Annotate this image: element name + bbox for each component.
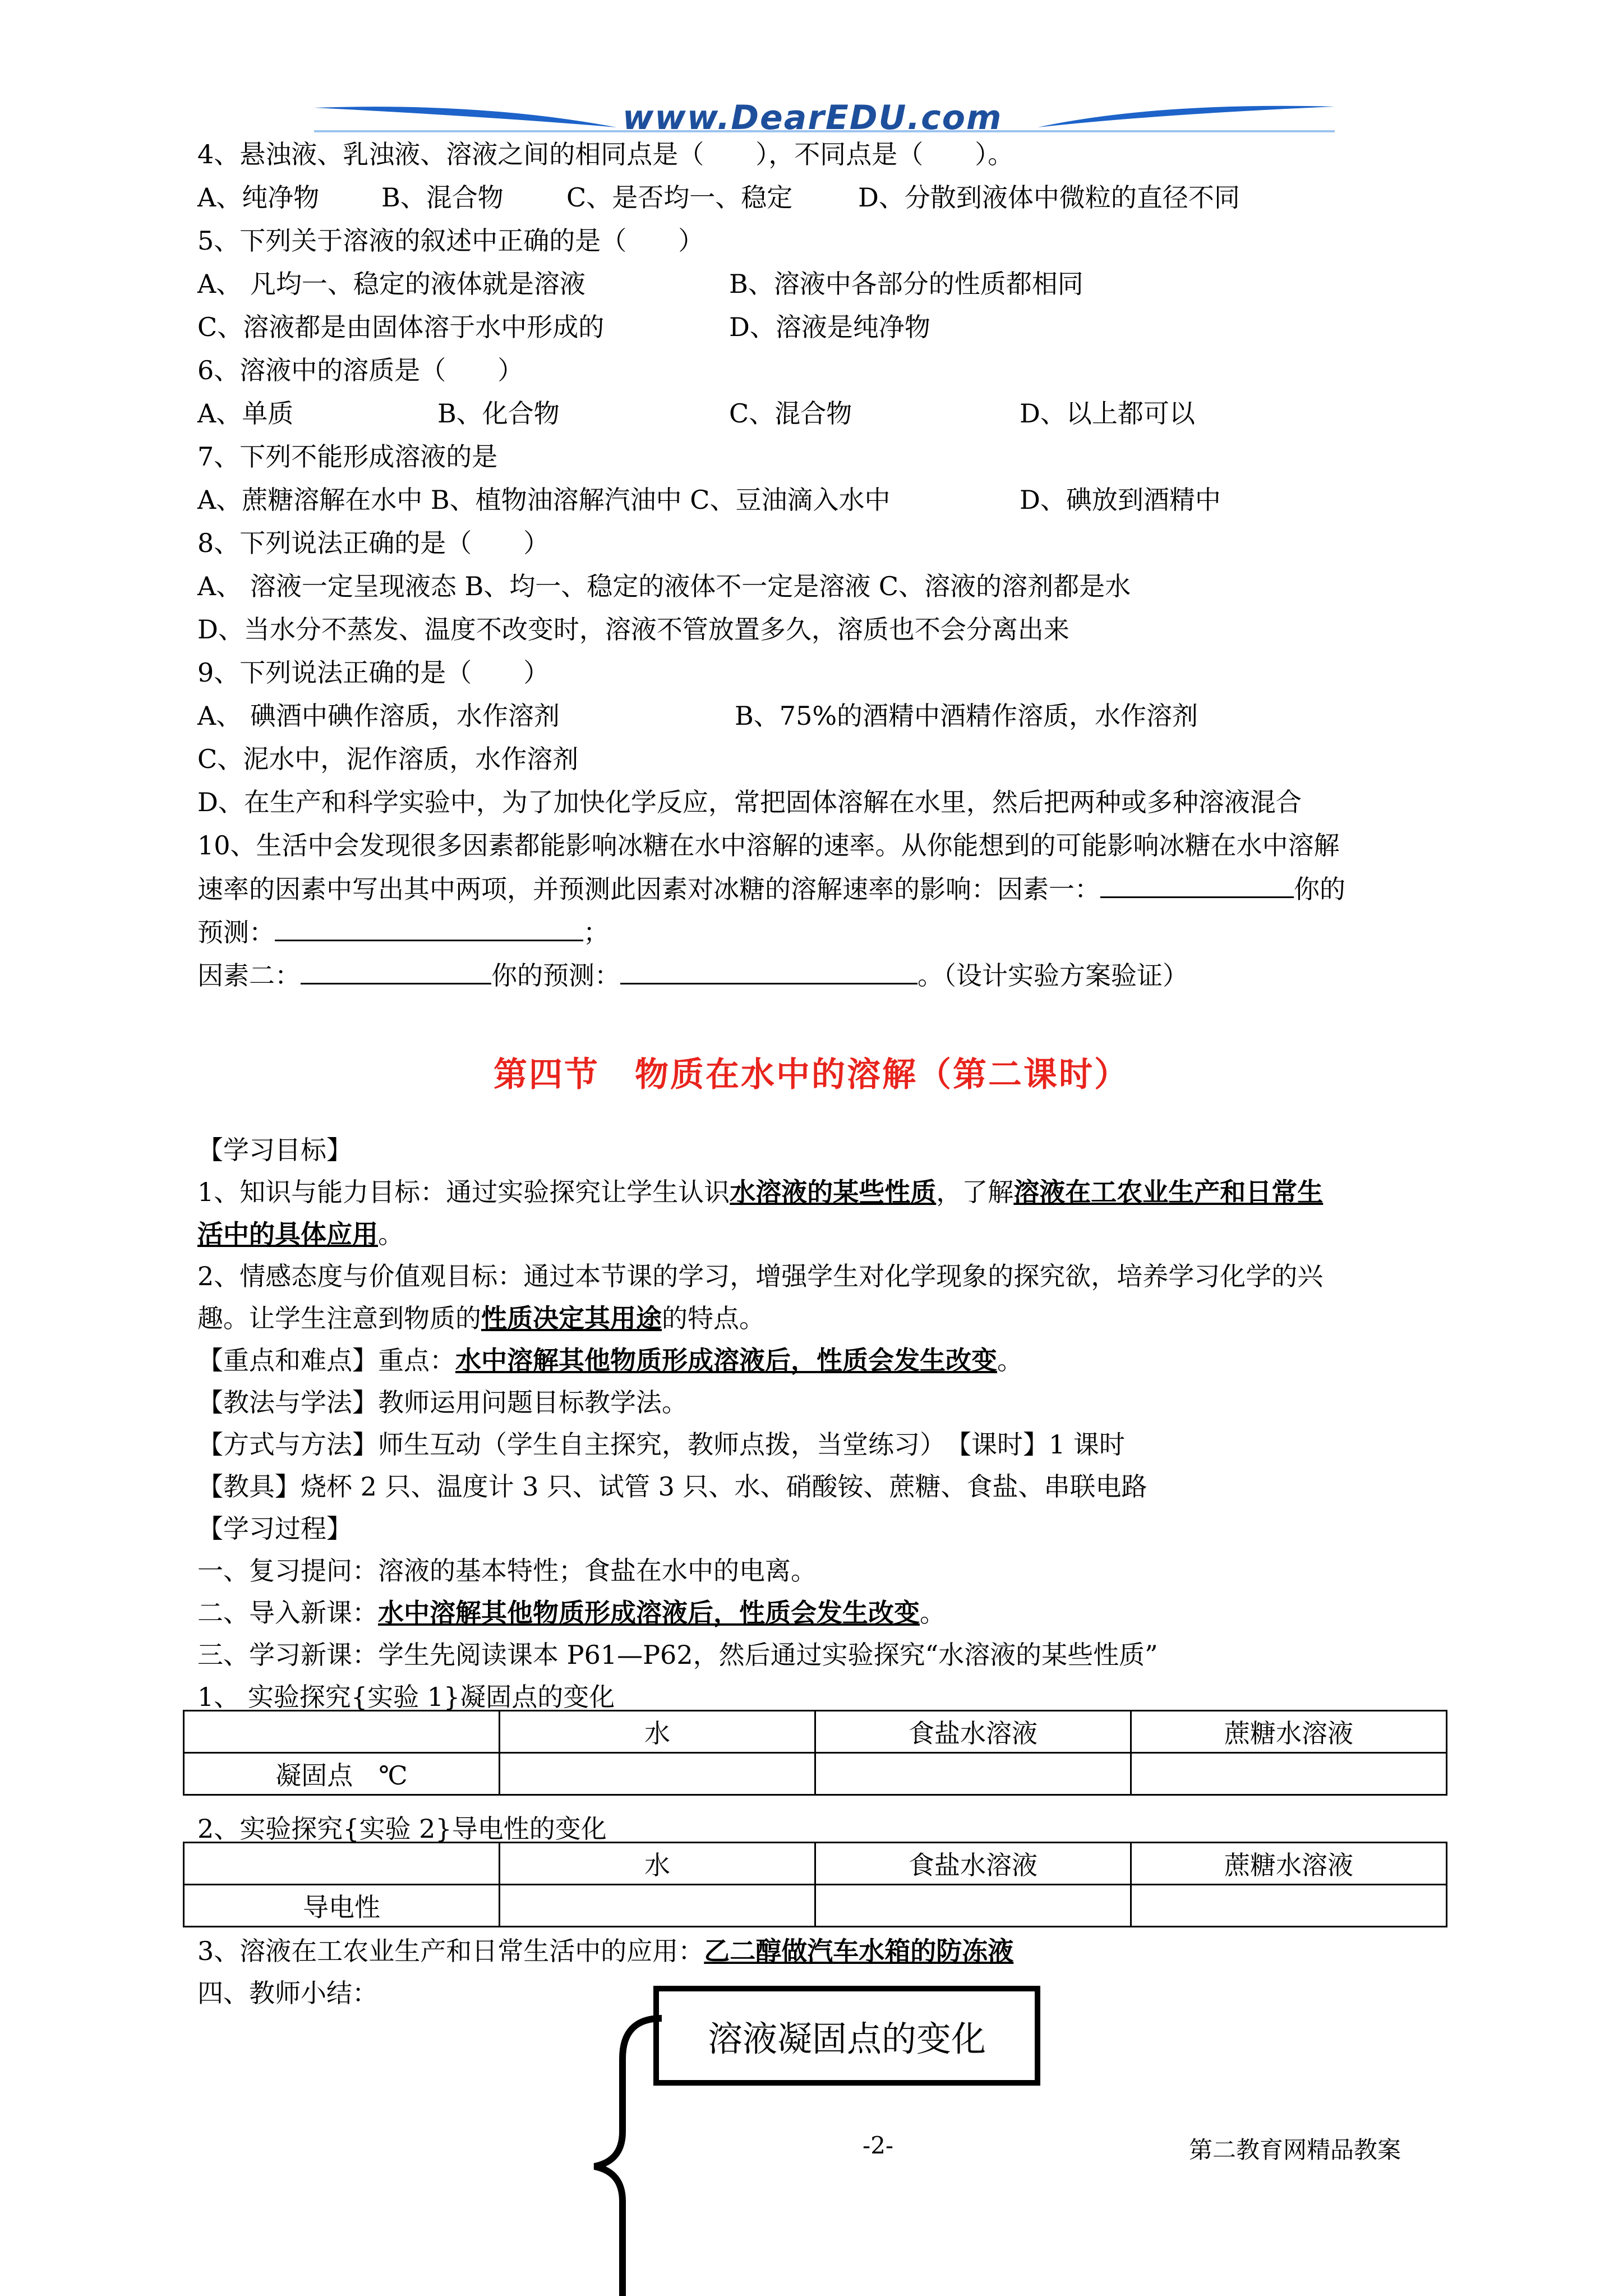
experiment-2-heading: 2、实验探究{实验 2}导电性的变化 [197,1814,607,1844]
answer-cell[interactable] [1131,1885,1447,1927]
q5-option-c: C、溶液都是由固体溶于水中形成的 [197,312,605,342]
q9-option-c: C、泥水中，泥作溶质，水作溶剂 [197,744,579,774]
q10-semicolon: ； [583,917,609,947]
table-row [184,1753,1447,1795]
answer-cell[interactable] [815,1753,1131,1795]
experiment-1-heading: 1、 实验探究{实验 1}凝固点的变化 [197,1682,615,1712]
q6-stem: 6、溶液中的溶质是（ ） [197,355,524,385]
teaching-method: 【教法与学法】教师运用问题目标教学法。 [197,1387,688,1418]
row-label: 导电性 [184,1885,500,1927]
teaching-mode: 【方式与方法】师生互动（学生自主探究，教师点拨，当堂练习） 【课时】1 课时 [197,1429,1125,1460]
site-logo: www.DearEDU.com [623,98,1003,137]
q10-line4 [197,958,1188,992]
goal1-text: 1、知识与能力目标：通过实验探究让学生认识 [197,1177,730,1207]
q6-option-d: D、以上都可以 [1020,398,1195,429]
q4-option-d: D、分散到液体中微粒的直径不同 [858,182,1240,213]
q4-option-a: A、纯净物 [197,182,320,213]
q10-verify-note: 。（设计实验方案验证） [917,960,1188,991]
page-number: -2- [863,2132,894,2159]
conductivity-table [183,1842,1447,1927]
q7-option-d: D、碘放到酒精中 [1020,485,1221,515]
q10-factor2-label: 因素二： [197,960,301,991]
table-header-cell: 蔗糖水溶液 [1131,1711,1447,1753]
goal-1-cont [197,1217,404,1251]
section-title: 第四节 物质在水中的溶解（第二课时） [494,1055,1129,1094]
q6-option-b: B、化合物 [437,398,560,429]
teaching-tools: 【教具】烧杯 2 只、温度计 3 只、试管 3 只、水、硝酸铵、蔗糖、食盐、串联电路 [197,1471,1147,1502]
q4-option-b: B、混合物 [381,182,504,213]
q5-option-b: B、溶液中各部分的性质都相同 [729,269,1083,299]
table-header-cell: 水 [500,1711,815,1753]
q10-line3 [197,915,609,949]
step-1: 一、复习提问：溶液的基本特性；食盐在水中的电离。 [197,1556,817,1586]
step2-period: 。 [920,1598,946,1628]
q8-options-abc: A、 溶液一定呈现液态 B、均一、稳定的液体不一定是溶液 C、溶液的溶剂都是水 [197,571,1131,601]
q4-stem: 4、悬浊液、乳浊液、溶液之间的相同点是（ ），不同点是（ ）。 [197,139,1014,169]
goal1-emphasis-3: 活中的具体应用 [197,1219,378,1249]
goal1-emphasis-1: 水溶液的某些性质 [730,1177,937,1207]
q10-prediction2-label: 你的预测： [491,960,620,991]
q10-factor1-label: 速率的因素中写出其中两项，并预测此因素对冰糖的溶解速率的影响：因素一： [197,874,1100,904]
key-period: 。 [997,1345,1023,1375]
footer-source: 第二教育网精品教案 [1189,2136,1401,2164]
application-label: 3、溶液在工农业生产和日常生活中的应用： [197,1936,704,1966]
q9-option-a: A、 碘酒中碘作溶质，水作溶剂 [197,701,560,731]
application-emphasis: 乙二醇做汽车水箱的防冻液 [704,1936,1014,1966]
q5-option-d: D、溶液是纯净物 [729,312,930,342]
q10-prediction1-label: 预测： [197,917,275,947]
factor2-answer-blank[interactable] [301,958,491,984]
process-heading: 【学习过程】 [197,1513,352,1544]
answer-cell[interactable] [500,1885,815,1927]
key-label: 【重点和难点】重点： [197,1345,455,1375]
step-3: 三、学习新课：学生先阅读课本 P61—P62，然后通过实验探究“水溶液的某些性质” [197,1640,1158,1670]
table-header-row [184,1843,1447,1885]
step-2 [197,1596,946,1630]
q9-option-b: B、75%的酒精中酒精作溶质，水作溶剂 [735,701,1198,731]
answer-cell[interactable] [815,1885,1131,1927]
q7-stem: 7、下列不能形成溶液的是 [197,441,498,472]
table-header-cell: 食盐水溶液 [815,1711,1131,1753]
answer-cell[interactable] [1131,1753,1447,1795]
goal1-text-2: ，了解 [936,1177,1014,1207]
q5-stem: 5、下列关于溶液的叙述中正确的是（ ） [197,226,704,256]
q9-option-d: D、在生产和科学实验中，为了加快化学反应，常把固体溶解在水里，然后把两种或多种溶液混合 [197,787,1302,817]
goals-heading: 【学习目标】 [197,1135,352,1165]
q4-option-c: C、是否均一、稳定 [566,182,793,213]
q6-option-c: C、混合物 [729,398,852,429]
goal1-period: 。 [378,1219,404,1249]
table-header-row [184,1711,1447,1753]
key-emphasis: 水中溶解其他物质形成溶液后，性质会发生改变 [455,1345,997,1375]
summary-box: 溶液凝固点的变化 [653,1986,1040,2086]
q10-line2 [197,872,1345,906]
table-header-cell: 水 [500,1843,815,1885]
q9-stem: 9、下列说法正确的是（ ） [197,657,550,688]
goal2-text-2: 的特点。 [662,1303,765,1333]
goal2-text: 趣。让学生注意到物质的 [197,1303,481,1333]
goal1-emphasis-2: 溶液在工农业生产和日常生 [1013,1177,1324,1207]
table-header-cell: 蔗糖水溶液 [1131,1843,1447,1885]
step2-label: 二、导入新课： [197,1598,378,1628]
goal-2-cont [197,1301,765,1335]
teacher-summary: 四、教师小结： [197,1978,378,2008]
application [197,1934,1013,1968]
prediction2-answer-blank[interactable] [620,958,917,984]
table-row [184,1885,1447,1927]
freezing-point-table [183,1710,1447,1796]
table-header-cell [184,1843,500,1885]
q6-option-a: A、单质 [197,398,294,429]
q8-stem: 8、下列说法正确的是（ ） [197,528,550,558]
key-points [197,1343,1023,1377]
q10-your-label: 你的 [1294,874,1345,904]
table-header-cell: 食盐水溶液 [815,1843,1131,1885]
row-label: 凝固点 ℃ [184,1753,500,1795]
goal-1 [197,1175,1323,1209]
answer-cell[interactable] [500,1753,815,1795]
step2-emphasis: 水中溶解其他物质形成溶液后，性质会发生改变 [378,1598,920,1628]
q7-options-abc: A、蔗糖溶解在水中 B、植物油溶解汽油中 C、豆油滴入水中 [197,485,891,515]
q10-line1: 10、生活中会发现很多因素都能影响冰糖在水中溶解的速率。从你能想到的可能影响冰糖在水中溶解 [197,830,1340,861]
goal2-emphasis: 性质决定其用途 [481,1303,662,1333]
factor1-answer-blank[interactable] [1100,872,1294,898]
prediction1-answer-blank[interactable] [275,915,583,941]
q8-option-d: D、当水分不蒸发、温度不改变时，溶液不管放置多久，溶质也不会分离出来 [197,614,1069,645]
table-header-cell [184,1711,500,1753]
q5-option-a: A、 凡均一、稳定的液体就是溶液 [197,269,585,299]
goal-2: 2、情感态度与价值观目标：通过本节课的学习，增强学生对化学现象的探究欲，培养学习化学的兴 [197,1261,1324,1291]
